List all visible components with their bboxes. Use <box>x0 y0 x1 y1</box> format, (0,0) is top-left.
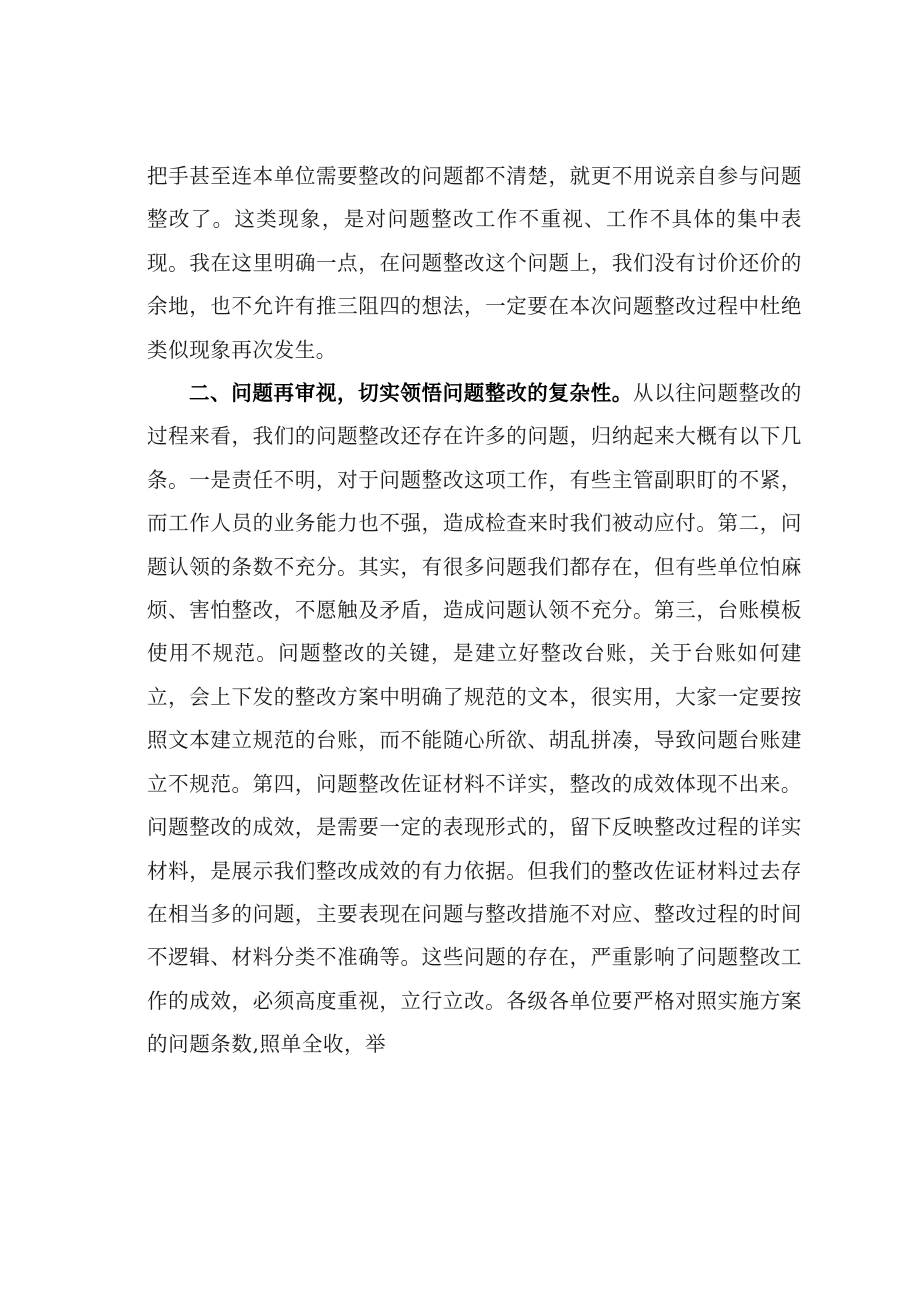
section-2-body: 从以往问题整改的过程来看，我们的问题整改还存在许多的问题，归纳起来大概有以下几条。一是责任不明，对于问题整改这项工作，有些主管副职盯的不紧，而工作人员的业务能力也不强，造成检查来时我们被动应付。第二，问题认领的条数不充分。其实，有很多问题我们都存在，但有些单位怕麻烦、害怕整改，不愿触及矛盾，造成问题认领不充分。第三，台账模板使用不规范。问题整改的关键，是建立好整改台账，关于台账如何建立，会上下发的整改方案中明确了规范的文本，很实用，大家一定要按照文本建立规范的台账，而不能随心所欲、胡乱拼凑，导致问题台账建立不规范。第四，问题整改佐证材料不详实，整改的成效体现不出来。问题整改的成效，是需要一定的表现形式的，留下反映整改过程的详实材料，是展示我们整改成效的有力依据。但我们的整改佐证材料过去存在相当多的问题，主要表现在问题与整改措施不对应、整改过程的时间不逻辑、材料分类不准确等。这些问题的存在，严重影响了问题整改工作的成效，必须高度重视，立行立改。各级各单位要严格对照实施方案的问题条数,照单全收，举 <box>147 381 802 1057</box>
section-2-paragraph <box>147 372 802 1067</box>
paragraph-continued: 把手甚至连本单位需要整改的问题都不清楚，就更不用说亲自参与问题整改了。这类现象，是对问题整改工作不重视、工作不具体的集中表现。我在这里明确一点，在问题整改这个问题上，我们没有讨价还价的余地，也不允许有推三阻四的想法，一定要在本次问题整改过程中杜绝类似现象再次发生。 <box>147 164 802 362</box>
document-body <box>147 155 802 1067</box>
section-2-heading: 二、问题再审视，切实领悟问题整改的复杂性。 <box>189 381 633 406</box>
